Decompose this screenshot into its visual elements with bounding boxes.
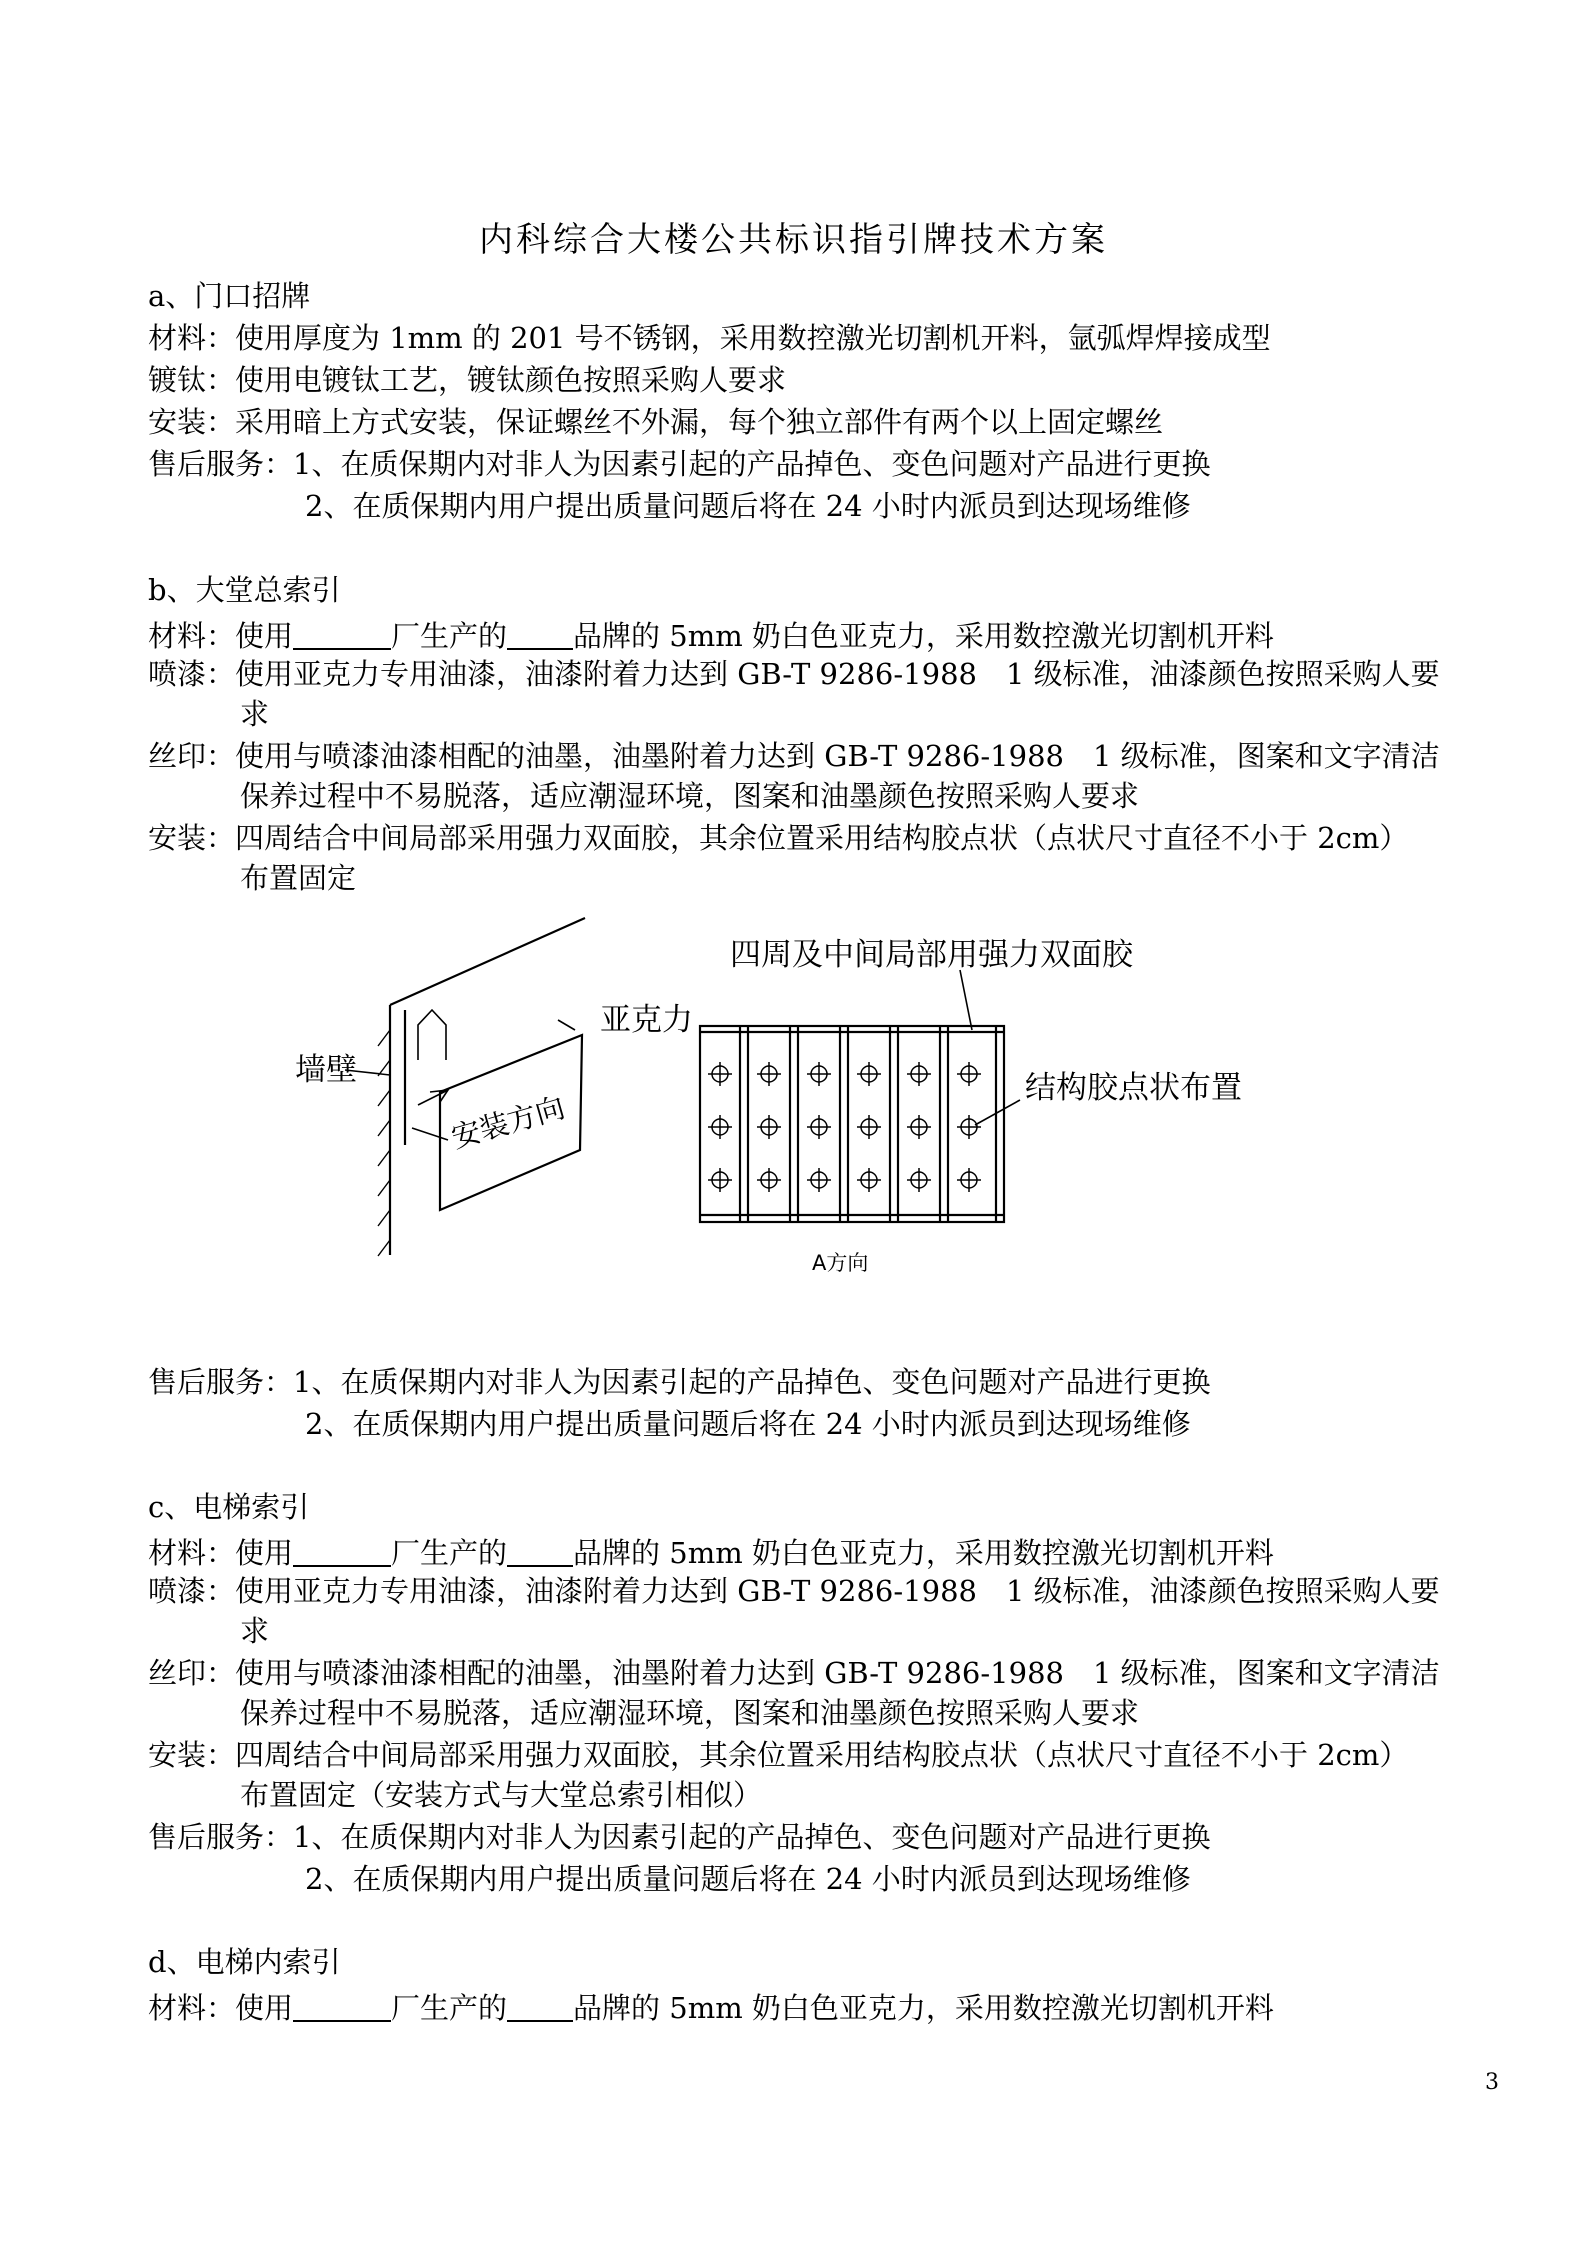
section-c-install-2: 布置固定（安装方式与大堂总索引相似） bbox=[240, 1778, 763, 1812]
section-a-install: 安装：采用暗上方式安装，保证螺丝不外漏，每个独立部件有两个以上固定螺丝 bbox=[148, 405, 1164, 439]
panel-columns bbox=[740, 1026, 996, 1222]
section-b-service-1: 售后服务：1、在质保期内对非人为因素引起的产品掉色、变色问题对产品进行更换 bbox=[148, 1365, 1211, 1399]
label-glue-note: 结构胶点状布置 bbox=[1025, 1070, 1242, 1106]
material-brand: 品牌的 bbox=[573, 619, 661, 653]
label-view-direction: A方向 bbox=[812, 1251, 869, 1275]
section-a-material: 材料：使用厚度为 1mm 的 201 号不锈钢，采用数控激光切割机开料，氩弧焊焊接成型 bbox=[148, 321, 1271, 355]
section-c-paint-2: 求 bbox=[240, 1614, 270, 1648]
section-c-service-1: 售后服务：1、在质保期内对非人为因素引起的产品掉色、变色问题对产品进行更换 bbox=[148, 1820, 1211, 1854]
blank-brand-field bbox=[507, 1535, 573, 1567]
blank-factory-field bbox=[293, 1990, 391, 2022]
section-b-install-1: 安装：四周结合中间局部采用强力双面胶，其余位置采用结构胶点状（点状尺寸直径不小于 2cm） bbox=[148, 821, 1409, 855]
section-c-material bbox=[148, 1535, 1274, 1568]
direction-leader bbox=[412, 1128, 448, 1140]
section-c-heading: c、电梯索引 bbox=[148, 1490, 310, 1524]
wall-top-edge bbox=[390, 918, 585, 1005]
label-install-direction: 安装方向 bbox=[447, 1090, 569, 1155]
page-title: 内科综合大楼公共标识指引牌技术方案 bbox=[479, 220, 1108, 260]
section-a-service-2: 2、在质保期内用户提出质量问题后将在 24 小时内派员到达现场维修 bbox=[305, 489, 1191, 523]
material-suffix: 5mm 奶白色亚克力，采用数控激光切割机开料 bbox=[660, 1536, 1274, 1570]
label-wall: 墙壁 bbox=[295, 1052, 357, 1088]
material-brand: 品牌的 bbox=[573, 1536, 661, 1570]
material-brand: 品牌的 bbox=[573, 1991, 661, 2025]
material-prefix: 材料：使用 bbox=[148, 1536, 294, 1570]
material-suffix: 5mm 奶白色亚克力，采用数控激光切割机开料 bbox=[660, 1991, 1274, 2025]
tape-leader bbox=[960, 970, 972, 1030]
section-a-heading: a、门口招牌 bbox=[148, 279, 311, 313]
material-suffix: 5mm 奶白色亚克力，采用数控激光切割机开料 bbox=[660, 619, 1274, 653]
section-d-heading: d、电梯内索引 bbox=[148, 1945, 341, 1979]
section-d-material bbox=[148, 1990, 1274, 2023]
glue-leader bbox=[975, 1100, 1020, 1125]
section-b-print-2: 保养过程中不易脱落，适应潮湿环境，图案和油墨颜色按照采购人要求 bbox=[240, 779, 1140, 813]
a-marker bbox=[418, 1010, 446, 1060]
material-factory: 厂生产的 bbox=[391, 1536, 508, 1570]
material-prefix: 材料：使用 bbox=[148, 1991, 294, 2025]
section-c-print-2: 保养过程中不易脱落，适应潮湿环境，图案和油墨颜色按照采购人要求 bbox=[240, 1696, 1140, 1730]
wall-hatching bbox=[378, 1030, 390, 1256]
section-b-service-2: 2、在质保期内用户提出质量问题后将在 24 小时内派员到达现场维修 bbox=[305, 1407, 1191, 1441]
material-factory: 厂生产的 bbox=[391, 619, 508, 653]
label-tape-note: 四周及中间局部用强力双面胶 bbox=[730, 937, 1133, 973]
section-a-service-1: 售后服务：1、在质保期内对非人为因素引起的产品掉色、变色问题对产品进行更换 bbox=[148, 447, 1211, 481]
material-prefix: 材料：使用 bbox=[148, 619, 294, 653]
section-b-heading: b、大堂总索引 bbox=[148, 573, 341, 607]
section-a-plating: 镀钛：使用电镀钛工艺，镀钛颜色按照采购人要求 bbox=[148, 363, 787, 397]
section-c-paint-1: 喷漆：使用亚克力专用油漆，油漆附着力达到 GB-T 9286-1988 1 级标准，油漆颜色按照采购人要 bbox=[148, 1574, 1440, 1608]
section-b-print-1: 丝印：使用与喷漆油漆相配的油墨，油墨附着力达到 GB-T 9286-1988 1 级标准，图案和文字清洁 bbox=[148, 739, 1440, 773]
section-b-install-2: 布置固定 bbox=[240, 861, 357, 895]
section-c-install-1: 安装：四周结合中间局部采用强力双面胶，其余位置采用结构胶点状（点状尺寸直径不小于 2cm） bbox=[148, 1738, 1409, 1772]
section-b-paint-1: 喷漆：使用亚克力专用油漆，油漆附着力达到 GB-T 9286-1988 1 级标准，油漆颜色按照采购人要 bbox=[148, 657, 1440, 691]
section-b-paint-2: 求 bbox=[240, 697, 270, 731]
label-acrylic: 亚克力 bbox=[600, 1002, 693, 1038]
section-c-service-2: 2、在质保期内用户提出质量问题后将在 24 小时内派员到达现场维修 bbox=[305, 1862, 1191, 1896]
acrylic-leader bbox=[558, 1020, 575, 1030]
material-factory: 厂生产的 bbox=[391, 1991, 508, 2025]
page-number: 3 bbox=[1485, 2070, 1499, 2095]
panel-outline bbox=[700, 1026, 1004, 1222]
section-c-print-1: 丝印：使用与喷漆油漆相配的油墨，油墨附着力达到 GB-T 9286-1988 1 级标准，图案和文字清洁 bbox=[148, 1656, 1440, 1690]
blank-factory-field bbox=[293, 1535, 391, 1567]
blank-brand-field bbox=[507, 1990, 573, 2022]
